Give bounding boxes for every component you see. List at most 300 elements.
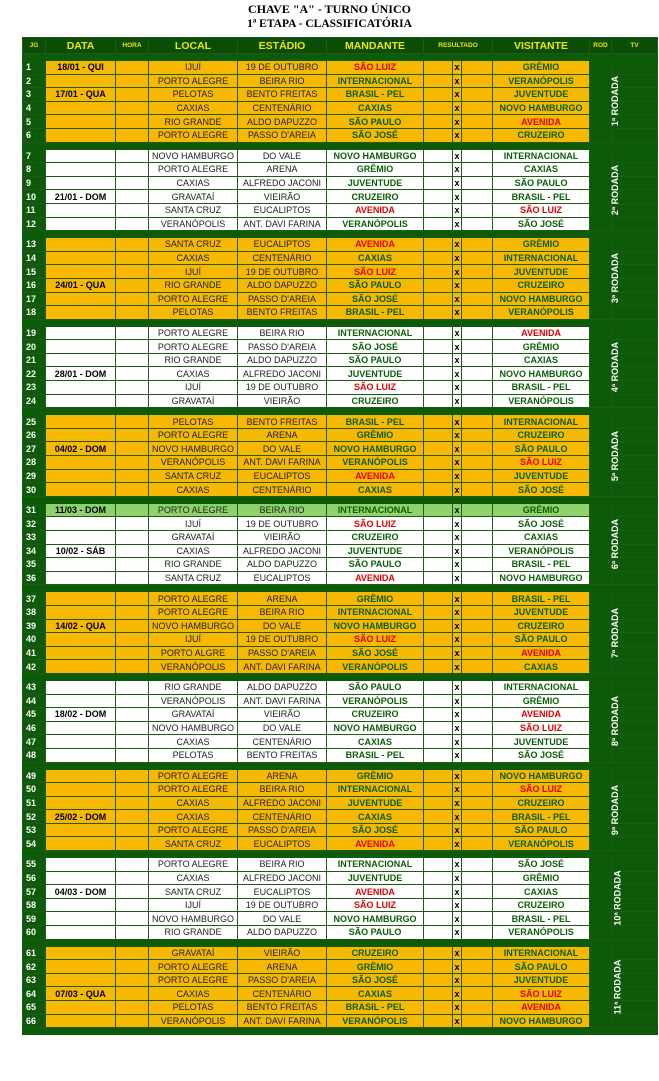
home-score[interactable] — [424, 367, 453, 381]
home-score[interactable] — [424, 946, 453, 960]
round-label-text: 5ª RODADA — [610, 430, 621, 481]
game-city: IJUÍ — [149, 517, 238, 531]
game-date — [46, 176, 116, 190]
away-score[interactable] — [462, 898, 493, 912]
game-row — [23, 646, 658, 660]
away-score[interactable] — [462, 292, 493, 306]
away-score[interactable] — [462, 960, 493, 974]
away-score[interactable] — [462, 592, 493, 606]
away-score[interactable] — [462, 503, 493, 517]
result-separator: x — [454, 327, 460, 338]
home-score[interactable] — [424, 531, 453, 545]
result-separator: x — [454, 280, 460, 291]
result-separator: x — [454, 736, 460, 747]
game-number: 23 — [23, 381, 46, 395]
result-separator: x — [454, 368, 460, 379]
game-date — [46, 428, 116, 442]
home-score[interactable] — [424, 571, 453, 585]
home-score[interactable] — [424, 783, 453, 797]
away-score[interactable] — [462, 571, 493, 585]
home-score[interactable] — [424, 810, 453, 824]
game-stadium: DO VALE — [238, 912, 327, 926]
game-stadium: BEIRA RIO — [238, 503, 327, 517]
home-score[interactable] — [424, 885, 453, 899]
game-city: SANTA CRUZ — [149, 571, 238, 585]
away-score[interactable] — [462, 353, 493, 367]
home-team: CAXIAS — [327, 987, 424, 1001]
game-date — [46, 960, 116, 974]
away-team: NOVO HAMBURGO — [493, 292, 590, 306]
home-score[interactable] — [424, 326, 453, 340]
away-score[interactable] — [462, 340, 493, 354]
game-city: CAXIAS — [149, 176, 238, 190]
home-score[interactable] — [424, 1014, 453, 1028]
home-team: AVENIDA — [327, 837, 424, 851]
away-score[interactable] — [462, 660, 493, 674]
away-score[interactable] — [462, 415, 493, 429]
game-number: 53 — [23, 823, 46, 837]
home-team: INTERNACIONAL — [327, 74, 424, 88]
home-score[interactable] — [424, 646, 453, 660]
home-team: SÃO LUIZ — [327, 633, 424, 647]
result-separator: x — [454, 682, 460, 693]
round-label — [590, 326, 621, 408]
away-team: CRUZEIRO — [493, 619, 590, 633]
away-score[interactable] — [462, 748, 493, 762]
game-row — [23, 217, 658, 231]
home-score[interactable] — [424, 912, 453, 926]
away-score[interactable] — [462, 721, 493, 735]
away-score[interactable] — [462, 128, 493, 142]
result-separator: x — [454, 988, 460, 999]
home-score[interactable] — [424, 61, 453, 75]
home-score[interactable] — [424, 708, 453, 722]
game-stadium: VIEIRÃO — [238, 190, 327, 204]
game-city: VERANÓPOLIS — [149, 694, 238, 708]
result-separator: x — [454, 205, 460, 216]
game-city: RIO GRANDE — [149, 278, 238, 292]
game-row — [23, 946, 658, 960]
tv-cell — [612, 858, 658, 872]
home-team: GRÊMIO — [327, 769, 424, 783]
home-score[interactable] — [424, 163, 453, 177]
home-score[interactable] — [424, 238, 453, 252]
away-score[interactable] — [462, 912, 493, 926]
away-score[interactable] — [462, 367, 493, 381]
away-score[interactable] — [462, 605, 493, 619]
away-score[interactable] — [462, 163, 493, 177]
game-number: 8 — [23, 163, 46, 177]
game-stadium: 19 DE OUTUBRO — [238, 265, 327, 279]
round-label-text: 9ª RODADA — [610, 784, 621, 835]
away-score[interactable] — [462, 633, 493, 647]
home-score[interactable] — [424, 176, 453, 190]
game-city: PELOTAS — [149, 88, 238, 102]
away-score[interactable] — [462, 326, 493, 340]
home-team: CAXIAS — [327, 483, 424, 497]
away-score[interactable] — [462, 926, 493, 940]
game-row — [23, 101, 658, 115]
game-date — [46, 912, 116, 926]
separator-cell — [23, 54, 658, 61]
tv-cell — [612, 415, 658, 429]
game-row — [23, 456, 658, 470]
home-score[interactable] — [424, 592, 453, 606]
home-score[interactable] — [424, 960, 453, 974]
game-city: SANTA CRUZ — [149, 203, 238, 217]
home-score[interactable] — [424, 428, 453, 442]
away-score[interactable] — [462, 987, 493, 1001]
separator-cell — [23, 762, 658, 769]
game-date — [46, 660, 116, 674]
home-score[interactable] — [424, 987, 453, 1001]
game-city: CAXIAS — [149, 544, 238, 558]
game-row — [23, 885, 658, 899]
game-row — [23, 306, 658, 320]
away-score[interactable] — [462, 74, 493, 88]
game-city: GRAVATAÍ — [149, 946, 238, 960]
round-label-text: 7ª RODADA — [610, 607, 621, 658]
game-time — [116, 544, 149, 558]
home-team: BRASIL - PEL — [327, 415, 424, 429]
game-number: 58 — [23, 898, 46, 912]
home-score[interactable] — [424, 898, 453, 912]
result-separator: x — [454, 872, 460, 883]
game-row — [23, 503, 658, 517]
away-score[interactable] — [462, 1014, 493, 1028]
home-score[interactable] — [424, 190, 453, 204]
home-score[interactable] — [424, 680, 453, 694]
game-time — [116, 898, 149, 912]
home-score[interactable] — [424, 694, 453, 708]
round-label-text: 4ª RODADA — [610, 341, 621, 393]
round-separator — [23, 319, 658, 326]
away-score[interactable] — [462, 238, 493, 252]
home-score[interactable] — [424, 926, 453, 940]
game-stadium: BENTO FREITAS — [238, 415, 327, 429]
away-team: SÃO JOSÉ — [493, 858, 590, 872]
away-score[interactable] — [462, 442, 493, 456]
game-time — [116, 973, 149, 987]
away-team: SÃO JOSÉ — [493, 217, 590, 231]
home-score[interactable] — [424, 149, 453, 163]
game-time — [116, 810, 149, 824]
home-team: SÃO LUIZ — [327, 898, 424, 912]
game-time — [116, 748, 149, 762]
game-number: 13 — [23, 238, 46, 252]
round-label — [590, 238, 621, 320]
game-row — [23, 796, 658, 810]
home-score[interactable] — [424, 292, 453, 306]
away-score[interactable] — [462, 203, 493, 217]
game-date: 21/01 - DOM — [46, 190, 116, 204]
home-score[interactable] — [424, 115, 453, 129]
away-team: NOVO HAMBURGO — [493, 571, 590, 585]
game-stadium: PASSO D'AREIA — [238, 823, 327, 837]
game-date — [46, 721, 116, 735]
away-score[interactable] — [462, 810, 493, 824]
game-date — [46, 265, 116, 279]
away-score[interactable] — [462, 265, 493, 279]
round-label-text: 6ª RODADA — [610, 518, 621, 570]
away-score[interactable] — [462, 973, 493, 987]
away-score[interactable] — [462, 946, 493, 960]
separator-cell — [23, 231, 658, 238]
away-team: INTERNACIONAL — [493, 680, 590, 694]
home-score[interactable] — [424, 394, 453, 408]
game-date — [46, 415, 116, 429]
away-score[interactable] — [462, 278, 493, 292]
away-score[interactable] — [462, 428, 493, 442]
away-team: GRÊMIO — [493, 61, 590, 75]
away-score[interactable] — [462, 694, 493, 708]
game-number: 17 — [23, 292, 46, 306]
game-row — [23, 721, 658, 735]
game-time — [116, 101, 149, 115]
home-team: AVENIDA — [327, 238, 424, 252]
home-score[interactable] — [424, 1001, 453, 1015]
away-score[interactable] — [462, 115, 493, 129]
home-team: CRUZEIRO — [327, 190, 424, 204]
away-score[interactable] — [462, 456, 493, 470]
away-score[interactable] — [462, 823, 493, 837]
game-date — [46, 115, 116, 129]
away-score[interactable] — [462, 708, 493, 722]
game-time — [116, 823, 149, 837]
home-score[interactable] — [424, 619, 453, 633]
away-score[interactable] — [462, 517, 493, 531]
away-score[interactable] — [462, 217, 493, 231]
away-score[interactable] — [462, 61, 493, 75]
away-team: SÃO LUIZ — [493, 456, 590, 470]
home-score[interactable] — [424, 517, 453, 531]
away-score[interactable] — [462, 531, 493, 545]
home-score[interactable] — [424, 605, 453, 619]
game-row — [23, 571, 658, 585]
header-resultado: RESULTADO — [424, 38, 493, 54]
game-stadium: CENTENÁRIO — [238, 735, 327, 749]
home-team: BRASIL - PEL — [327, 306, 424, 320]
game-row — [23, 238, 658, 252]
home-score[interactable] — [424, 660, 453, 674]
game-date — [46, 871, 116, 885]
home-score[interactable] — [424, 128, 453, 142]
result-separator: x — [454, 191, 460, 202]
home-score[interactable] — [424, 353, 453, 367]
home-score[interactable] — [424, 837, 453, 851]
game-row — [23, 987, 658, 1001]
home-score[interactable] — [424, 74, 453, 88]
tv-cell — [612, 326, 658, 340]
home-score[interactable] — [424, 381, 453, 395]
away-score[interactable] — [462, 783, 493, 797]
home-score[interactable] — [424, 769, 453, 783]
home-score[interactable] — [424, 456, 453, 470]
game-number: 25 — [23, 415, 46, 429]
away-score[interactable] — [462, 619, 493, 633]
home-score[interactable] — [424, 415, 453, 429]
game-time — [116, 558, 149, 572]
header-jg: JG — [23, 38, 46, 54]
away-score[interactable] — [462, 101, 493, 115]
game-city: PORTO ALEGRE — [149, 769, 238, 783]
home-score[interactable] — [424, 469, 453, 483]
home-score[interactable] — [424, 101, 453, 115]
home-score[interactable] — [424, 340, 453, 354]
away-team: AVENIDA — [493, 646, 590, 660]
away-score[interactable] — [462, 1001, 493, 1015]
away-team: JUVENTUDE — [493, 88, 590, 102]
game-date — [46, 394, 116, 408]
away-team: NOVO HAMBURGO — [493, 1014, 590, 1028]
home-score[interactable] — [424, 306, 453, 320]
away-team: SÃO PAULO — [493, 633, 590, 647]
result-separator: x — [454, 886, 460, 897]
result-separator: x — [454, 307, 460, 318]
home-score[interactable] — [424, 278, 453, 292]
game-stadium: ALDO DAPUZZO — [238, 353, 327, 367]
game-city: VERANÓPOLIS — [149, 456, 238, 470]
home-score[interactable] — [424, 217, 453, 231]
away-score[interactable] — [462, 88, 493, 102]
game-time — [116, 115, 149, 129]
away-team: SÃO JOSÉ — [493, 748, 590, 762]
game-row — [23, 531, 658, 545]
game-number: 32 — [23, 517, 46, 531]
home-score[interactable] — [424, 265, 453, 279]
away-score[interactable] — [462, 544, 493, 558]
home-score[interactable] — [424, 858, 453, 872]
game-city: PORTO ALEGRE — [149, 74, 238, 88]
game-date — [46, 633, 116, 647]
game-city: GRAVATAÍ — [149, 531, 238, 545]
game-stadium: ANT. DAVI FARINA — [238, 217, 327, 231]
home-score[interactable] — [424, 558, 453, 572]
game-date — [46, 149, 116, 163]
away-score[interactable] — [462, 735, 493, 749]
away-team: CRUZEIRO — [493, 898, 590, 912]
away-score[interactable] — [462, 190, 493, 204]
result-separator: x — [454, 116, 460, 127]
tv-cell — [612, 946, 658, 960]
home-team: VERANÓPOLIS — [327, 1014, 424, 1028]
away-score[interactable] — [462, 469, 493, 483]
header-tv: TV — [612, 38, 658, 54]
header-visitante: VISITANTE — [493, 38, 590, 54]
game-city: CAXIAS — [149, 251, 238, 265]
result-separator: x — [454, 395, 460, 406]
game-stadium: ALDO DAPUZZO — [238, 115, 327, 129]
home-score[interactable] — [424, 503, 453, 517]
game-number: 35 — [23, 558, 46, 572]
home-score[interactable] — [424, 88, 453, 102]
game-city: GRAVATAÍ — [149, 190, 238, 204]
game-city: IJUÍ — [149, 265, 238, 279]
game-city: PORTO ALEGRE — [149, 163, 238, 177]
away-score[interactable] — [462, 646, 493, 660]
round-separator — [23, 939, 658, 946]
away-team: JUVENTUDE — [493, 605, 590, 619]
home-score[interactable] — [424, 871, 453, 885]
game-time — [116, 217, 149, 231]
home-score[interactable] — [424, 203, 453, 217]
round-label — [590, 680, 621, 762]
home-score[interactable] — [424, 251, 453, 265]
away-team: GRÊMIO — [493, 871, 590, 885]
home-score[interactable] — [424, 973, 453, 987]
home-score[interactable] — [424, 735, 453, 749]
tv-cell — [612, 394, 658, 408]
home-score[interactable] — [424, 721, 453, 735]
game-date — [46, 592, 116, 606]
away-score[interactable] — [462, 176, 493, 190]
away-score[interactable] — [462, 796, 493, 810]
game-number: 54 — [23, 837, 46, 851]
away-score[interactable] — [462, 381, 493, 395]
home-team: NOVO HAMBURGO — [327, 442, 424, 456]
home-score[interactable] — [424, 823, 453, 837]
home-team: AVENIDA — [327, 885, 424, 899]
away-team: CAXIAS — [493, 163, 590, 177]
game-number: 61 — [23, 946, 46, 960]
game-time — [116, 796, 149, 810]
game-date — [46, 381, 116, 395]
home-score[interactable] — [424, 442, 453, 456]
result-separator: x — [454, 695, 460, 706]
home-score[interactable] — [424, 796, 453, 810]
away-score[interactable] — [462, 251, 493, 265]
home-team: INTERNACIONAL — [327, 605, 424, 619]
away-score[interactable] — [462, 394, 493, 408]
home-team: SÃO PAULO — [327, 926, 424, 940]
game-time — [116, 163, 149, 177]
home-score[interactable] — [424, 633, 453, 647]
tv-cell — [612, 217, 658, 231]
header-local: LOCAL — [149, 38, 238, 54]
away-score[interactable] — [462, 769, 493, 783]
game-date: 28/01 - DOM — [46, 367, 116, 381]
away-score[interactable] — [462, 558, 493, 572]
home-team: GRÊMIO — [327, 960, 424, 974]
game-date — [46, 1001, 116, 1015]
game-stadium: ANT. DAVI FARINA — [238, 1014, 327, 1028]
home-score[interactable] — [424, 544, 453, 558]
game-city: PORTO ALEGRE — [149, 428, 238, 442]
game-row — [23, 381, 658, 395]
home-score[interactable] — [424, 483, 453, 497]
away-team: INTERNACIONAL — [493, 415, 590, 429]
away-score[interactable] — [462, 483, 493, 497]
away-score[interactable] — [462, 149, 493, 163]
away-score[interactable] — [462, 680, 493, 694]
game-time — [116, 483, 149, 497]
away-score[interactable] — [462, 837, 493, 851]
game-stadium: ALFREDO JACONI — [238, 871, 327, 885]
game-stadium: BEIRA RIO — [238, 74, 327, 88]
game-time — [116, 858, 149, 872]
game-stadium: BENTO FREITAS — [238, 748, 327, 762]
game-number: 34 — [23, 544, 46, 558]
game-time — [116, 871, 149, 885]
home-score[interactable] — [424, 748, 453, 762]
away-score[interactable] — [462, 885, 493, 899]
home-team: INTERNACIONAL — [327, 783, 424, 797]
away-score[interactable] — [462, 306, 493, 320]
result-separator: x — [454, 164, 460, 175]
away-score[interactable] — [462, 871, 493, 885]
away-score[interactable] — [462, 858, 493, 872]
home-team: AVENIDA — [327, 203, 424, 217]
